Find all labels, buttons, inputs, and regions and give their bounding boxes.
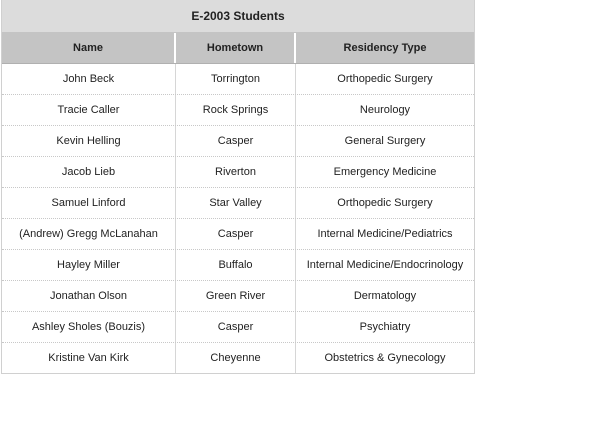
table-row: [2, 343, 474, 373]
cell-name: Tracie Caller: [2, 95, 176, 125]
table-row: [2, 126, 474, 157]
cell-residency: Neurology: [359, 104, 411, 116]
header-hometown: Hometown: [176, 33, 296, 63]
cell-residency: Obstetrics & Gynecology: [324, 352, 446, 364]
cell-hometown: Casper: [176, 126, 296, 156]
cell-residency: Emergency Medicine: [333, 166, 437, 178]
table-row: [2, 64, 474, 95]
table-row: [2, 250, 474, 281]
cell-residency: Dermatology: [353, 290, 417, 302]
cell-name: John Beck: [2, 64, 176, 94]
table-row: [2, 157, 474, 188]
header-name: Name: [2, 33, 176, 63]
cell-hometown: Star Valley: [176, 188, 296, 218]
cell-name: Samuel Linford: [2, 188, 176, 218]
cell-hometown: Casper: [176, 312, 296, 342]
cell-residency: Internal Medicine/Endocrinology: [306, 259, 464, 271]
cell-hometown: Torrington: [176, 64, 296, 94]
cell-name: Jacob Lieb: [2, 157, 176, 187]
students-table: [1, 0, 475, 374]
cell-hometown: Casper: [176, 219, 296, 249]
table-row: [2, 219, 474, 250]
table-row: [2, 281, 474, 312]
table-header-row: [2, 33, 474, 64]
cell-name: Hayley Miller: [2, 250, 176, 280]
cell-name: (Andrew) Gregg McLanahan: [2, 219, 176, 249]
table-title: E-2003 Students: [2, 0, 474, 33]
cell-residency: General Surgery: [344, 135, 426, 147]
table-row: [2, 312, 474, 343]
cell-residency: Orthopedic Surgery: [337, 73, 433, 85]
cell-name: Kristine Van Kirk: [2, 343, 176, 373]
cell-name: Ashley Sholes (Bouzis): [2, 312, 176, 342]
cell-hometown: Cheyenne: [176, 343, 296, 373]
cell-residency: Internal Medicine/Pediatrics: [317, 228, 453, 240]
cell-hometown: Buffalo: [176, 250, 296, 280]
header-residency-type: Residency Type: [343, 42, 427, 54]
cell-hometown: Green River: [176, 281, 296, 311]
table-row: [2, 188, 474, 219]
cell-hometown: Riverton: [176, 157, 296, 187]
cell-hometown: Rock Springs: [176, 95, 296, 125]
cell-residency: Orthopedic Surgery: [337, 197, 433, 209]
cell-name: Jonathan Olson: [2, 281, 176, 311]
table-row: [2, 95, 474, 126]
cell-residency: Psychiatry: [359, 321, 411, 333]
cell-name: Kevin Helling: [2, 126, 176, 156]
